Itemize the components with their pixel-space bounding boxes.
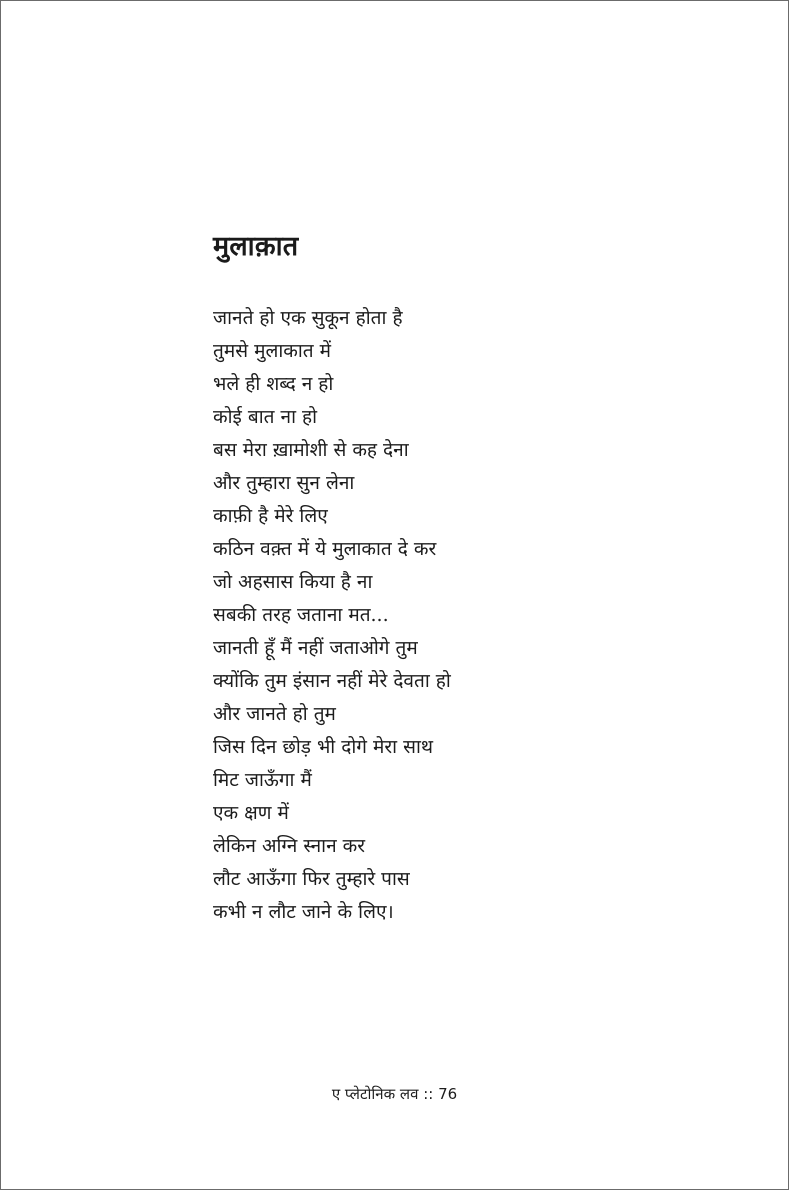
footer-separator: :: <box>423 1085 434 1103</box>
poem-line: मिट जाऊँगा मैं <box>213 769 312 791</box>
poem-line: भले ही शब्द न हो <box>213 373 334 395</box>
poem-line: एक क्षण में <box>213 802 289 824</box>
poem-title: मुलाक़ात <box>213 231 299 262</box>
poem-line: तुमसे मुलाकात में <box>213 340 331 362</box>
poem-line: बस मेरा ख़ामोशी से कह देना <box>213 439 409 461</box>
poem-line: कोई बात ना हो <box>213 406 318 428</box>
poem-line: काफ़ी है मेरे लिए <box>213 505 328 527</box>
poem-line: लौट आऊँगा फिर तुम्हारे पास <box>213 868 410 890</box>
poem-line: और जानते हो तुम <box>213 703 336 725</box>
page-number: 76 <box>438 1085 458 1103</box>
poem-line: जानती हूँ मैं नहीं जताओगे तुम <box>213 637 418 659</box>
poem-line: सबकी तरह जताना मत... <box>213 604 389 626</box>
poem-body <box>213 302 451 929</box>
poem-line: क्योंकि तुम इंसान नहीं मेरे देवता हो <box>213 670 451 692</box>
footer-book-title: ए प्लेटोनिक लव <box>331 1085 419 1103</box>
poem-line: जिस दिन छोड़ भी दोगे मेरा साथ <box>213 736 434 758</box>
poem-line: जानते हो एक सुकून होता है <box>213 307 403 329</box>
poem-line: लेकिन अग्नि स्नान कर <box>213 835 366 857</box>
poem-line: कठिन वक़्त में ये मुलाकात दे कर <box>213 538 437 560</box>
poem-line: और तुम्हारा सुन लेना <box>213 472 355 494</box>
poem-line: जो अहसास किया है ना <box>213 571 373 593</box>
poem-line: कभी न लौट जाने के लिए। <box>213 901 394 923</box>
page-footer <box>1 1081 788 1107</box>
